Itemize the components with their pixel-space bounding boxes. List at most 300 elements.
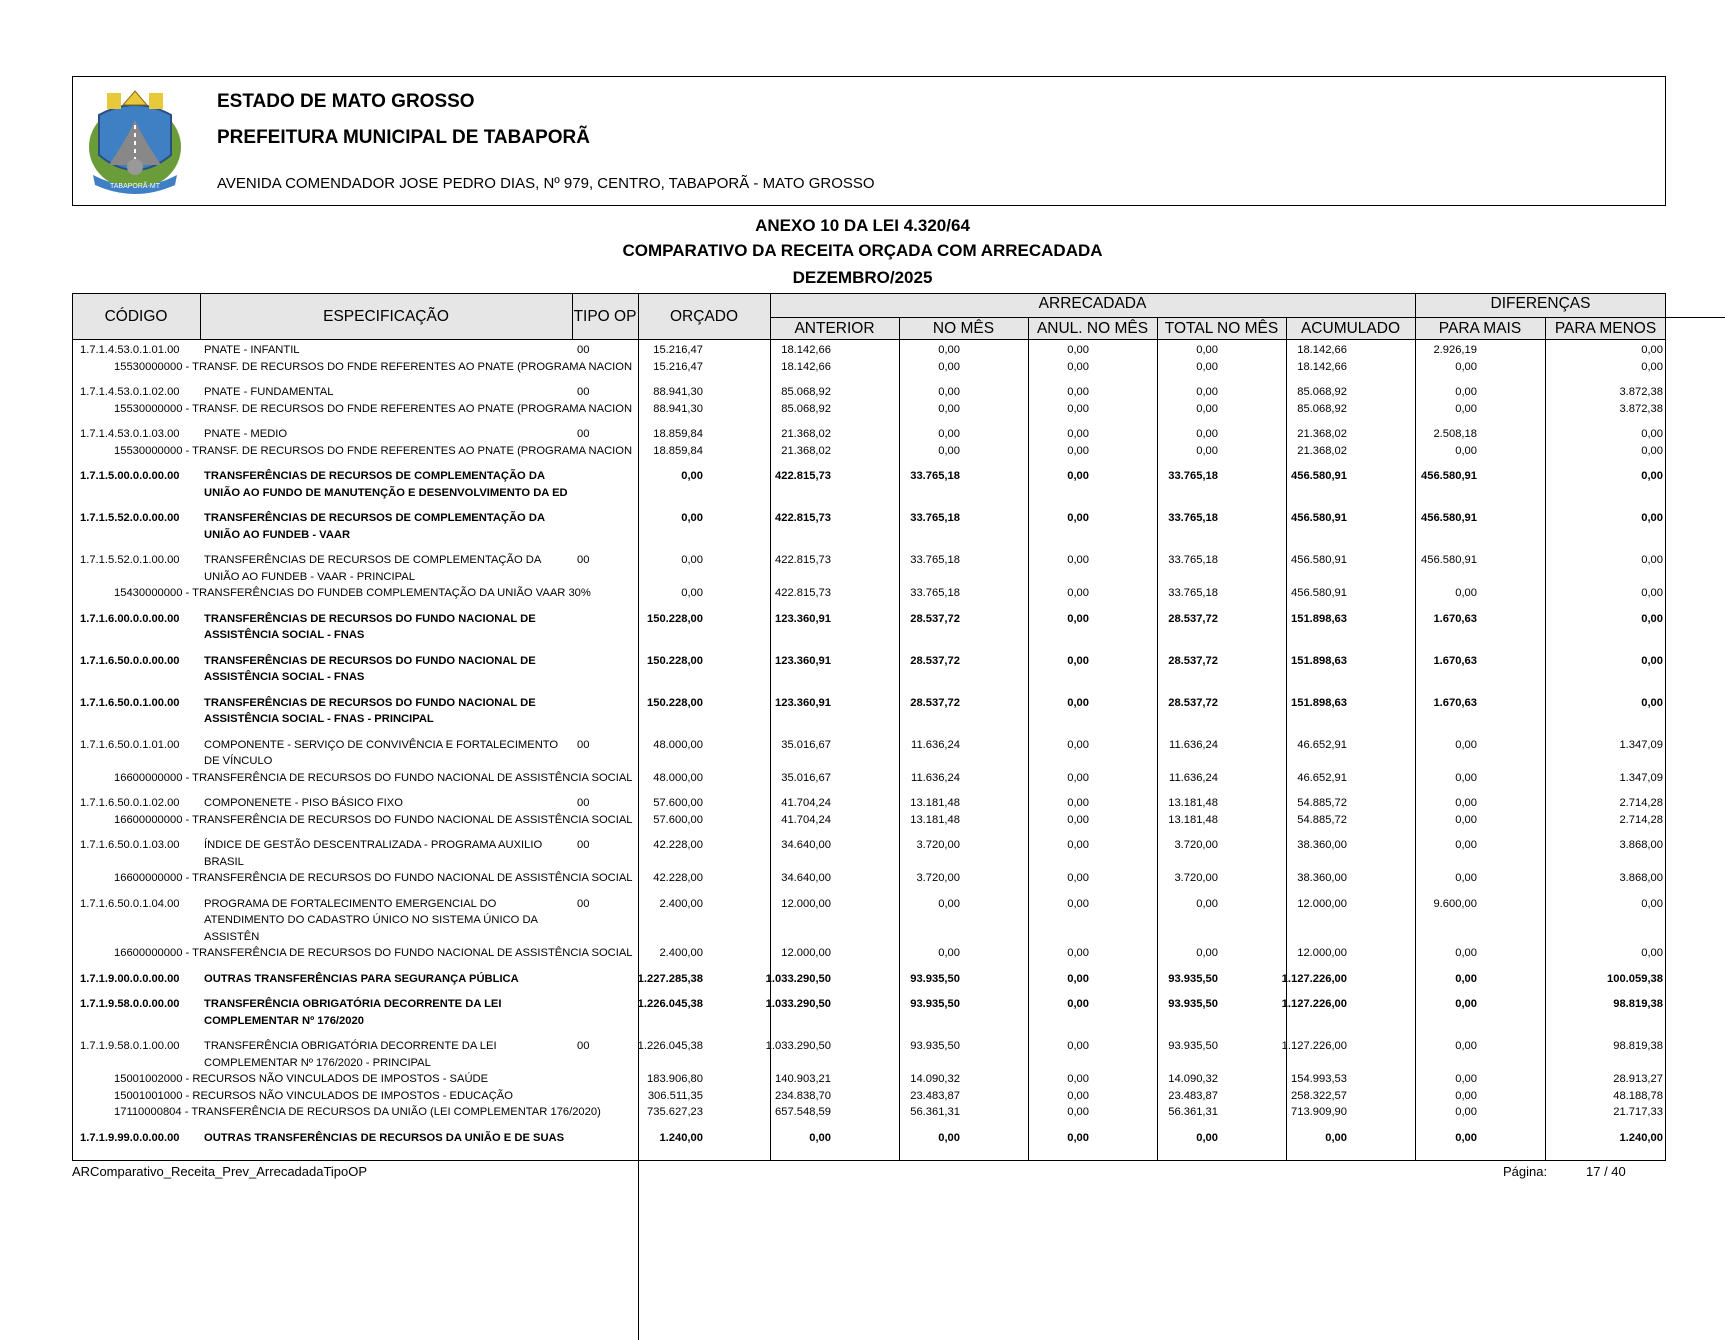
col-no-mes: NO MÊS [932, 320, 995, 337]
value-anterior: 1.033.290,50 [765, 1040, 831, 1052]
value-acumulado: 85.068,92 [1297, 402, 1347, 415]
value-anterior: 35.016,67 [781, 771, 831, 784]
row-spacer [72, 1147, 1666, 1156]
account-code: 1.7.1.5.52.0.1.00.00 [80, 554, 180, 566]
row-line [72, 897, 1666, 914]
account-code: 1.7.1.5.00.0.0.00.00 [80, 470, 180, 482]
row-line [72, 972, 1666, 989]
value-para-menos: 0,00 [1641, 470, 1663, 482]
row-line [72, 738, 1666, 755]
value-total-no-mes: 28.537,72 [1168, 612, 1218, 625]
value-total-no-mes: 33.765,18 [1168, 587, 1218, 599]
row-line [72, 696, 1666, 713]
specification: TRANSFERÊNCIAS DE RECURSOS DO FUNDO NACIONAL DE [204, 654, 536, 667]
value-orcado: 1.226.045,38 [637, 1040, 703, 1052]
value-para-mais: 0,00 [1455, 1131, 1477, 1144]
value-total-no-mes: 11.636,24 [1169, 738, 1218, 751]
table-row [72, 343, 1666, 376]
table-row [72, 972, 1666, 989]
value-para-menos: 3.872,38 [1619, 386, 1663, 398]
specification: OUTRAS TRANSFERÊNCIAS PARA SEGURANÇA PÚBLICA [204, 972, 519, 985]
value-para-menos: 3.868,00 [1619, 839, 1663, 851]
value-anul-no-mes: 0,00 [1067, 444, 1089, 457]
funding-source: 17110000804 - TRANSFERÊNCIA DE RECURSOS DA UNIÃO (LEI COMPLEMENTAR 176/2020) [114, 1106, 601, 1118]
specification: ASSISTÊNCIA SOCIAL - FNAS - PRINCIPAL [204, 713, 434, 725]
value-total-no-mes: 93.935,50 [1168, 972, 1218, 985]
value-no-mes: 33.765,18 [910, 554, 960, 566]
value-total-no-mes: 11.636,24 [1169, 771, 1218, 784]
row-line [72, 1131, 1666, 1148]
tipo-op: 00 [577, 428, 590, 440]
value-para-mais: 1.670,63 [1433, 654, 1477, 667]
value-para-menos: 2.714,28 [1619, 797, 1663, 809]
value-anterior: 422.815,73 [775, 512, 831, 524]
account-code: 1.7.1.6.50.0.1.00.00 [80, 696, 180, 709]
value-no-mes: 23.483,87 [910, 1089, 960, 1102]
tipo-op: 00 [577, 554, 590, 566]
row-line [72, 343, 1666, 360]
specification: COMPONENTE - SERVIÇO DE CONVIVÊNCIA E FORTALECIMENTO [204, 738, 559, 751]
value-para-mais: 9.600,00 [1433, 897, 1477, 910]
value-no-mes: 56.361,31 [910, 1106, 960, 1118]
value-total-no-mes: 33.765,18 [1168, 512, 1218, 524]
value-no-mes: 0,00 [938, 897, 960, 910]
value-para-mais: 456.580,91 [1421, 470, 1477, 482]
value-para-menos: 0,00 [1641, 360, 1663, 373]
specification: TRANSFERÊNCIAS DE RECURSOS DE COMPLEMENTAÇÃO DA [204, 512, 546, 524]
row-spacer [72, 544, 1666, 553]
account-code: 1.7.1.6.50.0.0.00.00 [80, 654, 180, 667]
tipo-op: 00 [577, 897, 590, 910]
funding-source: 16600000000 - TRANSFERÊNCIA DE RECURSOS DO FUNDO NACIONAL DE ASSISTÊNCIA SOCIAL [114, 872, 633, 884]
row-spacer [72, 988, 1666, 997]
specification: TRANSFERÊNCIA OBRIGATÓRIA DECORRENTE DA LEI [204, 1040, 497, 1052]
value-orcado: 0,00 [681, 512, 703, 524]
value-para-menos: 0,00 [1641, 428, 1663, 440]
value-orcado: 1.227.285,38 [637, 972, 703, 985]
value-acumulado: 151.898,63 [1291, 612, 1347, 625]
value-no-mes: 13.181,48 [910, 797, 960, 809]
value-total-no-mes: 93.935,50 [1168, 998, 1218, 1010]
value-acumulado: 46.652,91 [1297, 771, 1347, 784]
value-total-no-mes: 0,00 [1196, 444, 1218, 457]
value-acumulado: 46.652,91 [1297, 738, 1347, 751]
value-no-mes: 0,00 [938, 360, 960, 373]
value-total-no-mes: 0,00 [1196, 360, 1218, 373]
value-para-mais: 2.926,19 [1433, 344, 1477, 356]
logo-banner-text: TABAPORÃ-MT [109, 183, 161, 190]
value-anterior: 21.368,02 [781, 428, 831, 440]
value-acumulado: 54.885,72 [1297, 813, 1347, 826]
value-anul-no-mes: 0,00 [1067, 1131, 1089, 1144]
value-orcado: 1.226.045,38 [637, 998, 703, 1010]
value-total-no-mes: 23.483,87 [1168, 1089, 1218, 1102]
municipal-coat-of-arms-icon [79, 85, 191, 197]
row-spacer [72, 460, 1666, 469]
account-code: 1.7.1.9.58.0.0.00.00 [80, 998, 180, 1010]
value-no-mes: 28.537,72 [910, 696, 960, 709]
col-group-arrecadada: ARRECADADA [1038, 295, 1147, 312]
value-anterior: 12.000,00 [781, 897, 831, 910]
table-row [72, 696, 1666, 729]
value-no-mes: 0,00 [938, 947, 960, 959]
row-line [72, 511, 1666, 528]
value-para-mais: 1.670,63 [1433, 612, 1477, 625]
value-no-mes: 33.765,18 [910, 470, 960, 482]
specification: ATENDIMENTO DO CADASTRO ÚNICO NO SISTEMA ÚNICO DA [204, 914, 538, 926]
value-anterior: 123.360,91 [775, 696, 831, 709]
account-code: 1.7.1.4.53.0.1.02.00 [80, 386, 180, 398]
specification: UNIÃO AO FUNDEB - VAAR - PRINCIPAL [204, 570, 415, 583]
value-orcado: 150.228,00 [647, 696, 703, 709]
table-row [72, 838, 1666, 888]
value-no-mes: 3.720,00 [916, 872, 960, 884]
table-row [72, 654, 1666, 687]
value-no-mes: 93.935,50 [910, 1040, 960, 1052]
specification: ASSISTÊNCIA SOCIAL - FNAS [204, 629, 365, 641]
page-label: Página: [1503, 1164, 1548, 1179]
specification: TRANSFERÊNCIA OBRIGATÓRIA DECORRENTE DA LEI [204, 998, 502, 1010]
value-no-mes: 93.935,50 [910, 972, 960, 985]
address: AVENIDA COMENDADOR JOSE PEDRO DIAS, Nº 979, CENTRO, TABAPORÃ - MATO GROSSO [217, 175, 875, 192]
value-para-mais: 0,00 [1455, 998, 1477, 1010]
value-acumulado: 713.909,90 [1291, 1106, 1347, 1118]
row-spacer [72, 829, 1666, 838]
specification: TRANSFERÊNCIAS DE RECURSOS DO FUNDO NACIONAL DE [204, 696, 536, 709]
value-acumulado: 21.368,02 [1297, 444, 1347, 457]
specification: BRASIL [204, 855, 244, 868]
value-anul-no-mes: 0,00 [1067, 771, 1089, 784]
value-para-mais: 0,00 [1455, 386, 1477, 398]
value-acumulado: 151.898,63 [1291, 654, 1347, 667]
funding-source: 16600000000 - TRANSFERÊNCIA DE RECURSOS DO FUNDO NACIONAL DE ASSISTÊNCIA SOCIAL [114, 947, 633, 959]
value-total-no-mes: 0,00 [1196, 344, 1218, 356]
row-line [72, 712, 1666, 729]
value-para-mais: 0,00 [1455, 1089, 1477, 1102]
value-total-no-mes: 3.720,00 [1174, 839, 1218, 851]
value-anterior: 18.142,66 [781, 344, 831, 356]
row-line [72, 469, 1666, 486]
value-para-menos: 0,00 [1641, 947, 1663, 959]
value-anterior: 34.640,00 [781, 872, 831, 884]
value-anul-no-mes: 0,00 [1067, 947, 1089, 959]
value-anul-no-mes: 0,00 [1067, 972, 1089, 985]
value-acumulado: 18.142,66 [1297, 360, 1347, 373]
value-anterior: 234.838,70 [775, 1089, 831, 1102]
value-anul-no-mes: 0,00 [1067, 612, 1089, 625]
row-line [72, 1072, 1666, 1089]
funding-source: 15430000000 - TRANSFERÊNCIAS DO FUNDEB COMPLEMENTAÇÃO DA UNIÃO VAAR 30% [114, 587, 591, 599]
account-code: 1.7.1.6.50.0.1.01.00 [80, 738, 180, 751]
value-anterior: 140.903,21 [775, 1073, 831, 1085]
value-anul-no-mes: 0,00 [1067, 872, 1089, 884]
value-para-mais: 0,00 [1455, 360, 1477, 373]
grid-line [200, 293, 201, 340]
specification: ÍNDICE DE GESTÃO DESCENTRALIZADA - PROGRAMA AUXILIO [204, 839, 543, 851]
specification: COMPLEMENTAR Nº 176/2020 [204, 1014, 364, 1027]
value-orcado: 88.941,30 [653, 402, 703, 415]
specification: TRANSFERÊNCIAS DE RECURSOS DE COMPLEMENTAÇÃO DA [204, 470, 546, 482]
row-line [72, 444, 1666, 461]
value-anul-no-mes: 0,00 [1067, 386, 1089, 398]
value-no-mes: 33.765,18 [910, 512, 960, 524]
row-line [72, 754, 1666, 771]
value-acumulado: 85.068,92 [1297, 386, 1347, 398]
report-title: COMPARATIVO DA RECEITA ORÇADA COM ARRECADADA [622, 241, 1103, 260]
value-para-menos: 98.819,38 [1613, 998, 1663, 1010]
value-para-mais: 0,00 [1455, 839, 1477, 851]
value-anul-no-mes: 0,00 [1067, 839, 1089, 851]
value-anul-no-mes: 0,00 [1067, 428, 1089, 440]
value-orcado: 2.400,00 [659, 947, 703, 959]
value-anterior: 123.360,91 [775, 612, 831, 625]
value-no-mes: 0,00 [938, 1131, 960, 1144]
value-para-mais: 0,00 [1455, 872, 1477, 884]
table-row [72, 385, 1666, 418]
specification: ASSISTÊN [204, 930, 260, 943]
value-para-mais: 0,00 [1455, 1073, 1477, 1085]
value-anterior: 657.548,59 [775, 1106, 831, 1118]
value-orcado: 150.228,00 [647, 654, 703, 667]
value-total-no-mes: 3.720,00 [1174, 872, 1218, 884]
row-line [72, 1056, 1666, 1073]
value-total-no-mes: 28.537,72 [1168, 654, 1218, 667]
col-total-no-mes: TOTAL NO MÊS [1164, 320, 1279, 337]
value-anterior: 41.704,24 [781, 813, 831, 826]
value-para-mais: 0,00 [1455, 587, 1477, 599]
value-anterior: 41.704,24 [781, 797, 831, 809]
row-line [72, 838, 1666, 855]
value-para-mais: 0,00 [1455, 402, 1477, 415]
value-orcado: 18.859,84 [653, 428, 703, 440]
value-para-menos: 0,00 [1641, 554, 1663, 566]
value-orcado: 735.627,23 [647, 1106, 703, 1118]
value-anul-no-mes: 0,00 [1067, 1073, 1089, 1085]
table-body [72, 343, 1666, 1156]
account-code: 1.7.1.9.00.0.0.00.00 [80, 972, 180, 985]
value-para-menos: 48.188,78 [1613, 1089, 1663, 1102]
header-divider [770, 317, 1725, 318]
specification: TRANSFERÊNCIAS DE RECURSOS DE COMPLEMENTAÇÃO DA [204, 554, 542, 566]
value-orcado: 18.859,84 [653, 444, 703, 457]
value-para-mais: 2.508,18 [1433, 428, 1477, 440]
funding-source: 15530000000 - TRANSF. DE RECURSOS DO FNDE REFERENTES AO PNATE (PROGRAMA NACION [114, 444, 633, 457]
row-line [72, 427, 1666, 444]
value-anul-no-mes: 0,00 [1067, 344, 1089, 356]
value-acumulado: 54.885,72 [1297, 797, 1347, 809]
specification: UNIÃO AO FUNDEB - VAAR [204, 528, 351, 541]
funding-source: 16600000000 - TRANSFERÊNCIA DE RECURSOS DO FUNDO NACIONAL DE ASSISTÊNCIA SOCIAL [114, 813, 633, 826]
value-para-menos: 98.819,38 [1613, 1040, 1663, 1052]
value-total-no-mes: 0,00 [1196, 386, 1218, 398]
value-orcado: 0,00 [681, 587, 703, 599]
row-line [72, 486, 1666, 503]
value-orcado: 183.906,80 [647, 1073, 703, 1085]
table-row [72, 796, 1666, 829]
value-anterior: 422.815,73 [775, 470, 831, 482]
value-para-mais: 0,00 [1455, 1040, 1477, 1052]
specification: OUTRAS TRANSFERÊNCIAS DE RECURSOS DA UNIÃO E DE SUAS [204, 1131, 565, 1144]
value-anul-no-mes: 0,00 [1067, 654, 1089, 667]
table-row [72, 1131, 1666, 1148]
row-spacer [72, 376, 1666, 385]
row-line [72, 402, 1666, 419]
value-acumulado: 38.360,00 [1297, 872, 1347, 884]
value-para-menos: 0,00 [1641, 512, 1663, 524]
tipo-op: 00 [577, 839, 590, 851]
value-acumulado: 456.580,91 [1291, 470, 1347, 482]
tipo-op: 00 [577, 1040, 590, 1052]
specification: PNATE - INFANTIL [204, 344, 300, 356]
value-anul-no-mes: 0,00 [1067, 797, 1089, 809]
value-total-no-mes: 13.181,48 [1168, 797, 1218, 809]
row-line [72, 1014, 1666, 1031]
value-anterior: 422.815,73 [775, 554, 831, 566]
table-row [72, 1039, 1666, 1122]
value-acumulado: 12.000,00 [1297, 947, 1347, 959]
value-para-mais: 0,00 [1455, 813, 1477, 826]
value-total-no-mes: 0,00 [1196, 897, 1218, 910]
value-no-mes: 13.181,48 [910, 813, 960, 826]
value-no-mes: 14.090,32 [910, 1073, 960, 1085]
row-line [72, 796, 1666, 813]
value-acumulado: 0,00 [1325, 1131, 1347, 1144]
value-para-menos: 0,00 [1641, 612, 1663, 625]
table-row [72, 469, 1666, 502]
specification: DE VÍNCULO [204, 755, 273, 767]
page-number: 17 / 40 [1586, 1164, 1626, 1179]
account-code: 1.7.1.6.00.0.0.00.00 [80, 612, 180, 625]
value-anul-no-mes: 0,00 [1067, 897, 1089, 910]
tipo-op: 00 [577, 344, 590, 356]
row-spacer [72, 418, 1666, 427]
value-anterior: 21.368,02 [781, 444, 831, 457]
account-code: 1.7.1.4.53.0.1.01.00 [80, 344, 180, 356]
row-spacer [72, 963, 1666, 972]
tipo-op: 00 [577, 386, 590, 398]
table-row [72, 553, 1666, 603]
value-no-mes: 28.537,72 [910, 612, 960, 625]
value-no-mes: 0,00 [938, 444, 960, 457]
row-line [72, 553, 1666, 570]
value-orcado: 0,00 [681, 554, 703, 566]
row-spacer [72, 645, 1666, 654]
row-line [72, 670, 1666, 687]
row-spacer [72, 1030, 1666, 1039]
value-no-mes: 33.765,18 [910, 587, 960, 599]
value-acumulado: 12.000,00 [1297, 897, 1347, 910]
specification: PROGRAMA DE FORTALECIMENTO EMERGENCIAL DO [204, 897, 497, 910]
value-anterior: 422.815,73 [775, 587, 831, 599]
account-code: 1.7.1.4.53.0.1.03.00 [80, 428, 180, 440]
grid-line [572, 293, 573, 340]
col-tipo-op: TIPO OP [573, 308, 637, 325]
prefeitura-name: PREFEITURA MUNICIPAL DE TABAPORÃ [217, 127, 590, 148]
value-anul-no-mes: 0,00 [1067, 360, 1089, 373]
specification: UNIÃO AO FUNDO DE MANUTENÇÃO E DESENVOLVIMENTO DA ED [204, 486, 568, 499]
value-acumulado: 151.898,63 [1291, 696, 1347, 709]
specification: TRANSFERÊNCIAS DE RECURSOS DO FUNDO NACIONAL DE [204, 612, 536, 625]
tipo-op: 00 [577, 797, 590, 809]
specification: ASSISTÊNCIA SOCIAL - FNAS [204, 671, 365, 683]
value-orcado: 48.000,00 [653, 771, 703, 784]
value-para-mais: 0,00 [1455, 972, 1477, 985]
table-row [72, 738, 1666, 788]
col-orcado: ORÇADO [669, 308, 739, 325]
funding-source: 16600000000 - TRANSFERÊNCIA DE RECURSOS DO FUNDO NACIONAL DE ASSISTÊNCIA SOCIAL [114, 771, 633, 784]
specification: COMPLEMENTAR Nº 176/2020 - PRINCIPAL [204, 1056, 431, 1069]
account-code: 1.7.1.9.58.0.1.00.00 [80, 1040, 180, 1052]
row-spacer [72, 687, 1666, 696]
value-para-menos: 0,00 [1641, 897, 1663, 910]
value-para-menos: 1.240,00 [1619, 1131, 1663, 1144]
value-orcado: 1.240,00 [659, 1131, 703, 1144]
row-spacer [72, 729, 1666, 738]
value-anterior: 12.000,00 [781, 947, 831, 959]
row-line [72, 360, 1666, 377]
funding-source: 15001001000 - RECURSOS NÃO VINCULADOS DE IMPOSTOS - EDUCAÇÃO [114, 1089, 513, 1102]
value-para-mais: 0,00 [1455, 444, 1477, 457]
specification: COMPONENETE - PISO BÁSICO FIXO [204, 797, 403, 809]
value-para-menos: 0,00 [1641, 654, 1663, 667]
value-para-mais: 0,00 [1455, 738, 1477, 751]
row-line [72, 813, 1666, 830]
row-spacer [72, 603, 1666, 612]
table-row [72, 997, 1666, 1030]
row-line [72, 628, 1666, 645]
value-total-no-mes: 0,00 [1196, 1131, 1218, 1144]
col-group-diferencas: DIFERENÇAS [1490, 295, 1591, 312]
row-line [72, 871, 1666, 888]
report-period: DEZEMBRO/2025 [792, 268, 933, 287]
value-anul-no-mes: 0,00 [1067, 813, 1089, 826]
value-total-no-mes: 56.361,31 [1168, 1106, 1218, 1118]
value-anterior: 0,00 [809, 1131, 831, 1144]
value-no-mes: 0,00 [938, 402, 960, 415]
value-anul-no-mes: 0,00 [1067, 1040, 1089, 1052]
row-line [72, 930, 1666, 947]
report-file-name: ARComparativo_Receita_Prev_ArrecadadaTipoOP [72, 1164, 368, 1179]
value-anterior: 123.360,91 [775, 654, 831, 667]
account-code: 1.7.1.6.50.0.1.02.00 [80, 797, 180, 809]
value-anterior: 18.142,66 [781, 360, 831, 373]
funding-source: 15530000000 - TRANSF. DE RECURSOS DO FNDE REFERENTES AO PNATE (PROGRAMA NACION [114, 402, 633, 415]
row-spacer [72, 787, 1666, 796]
value-acumulado: 21.368,02 [1297, 428, 1347, 440]
row-line [72, 654, 1666, 671]
value-para-menos: 0,00 [1641, 344, 1663, 356]
value-acumulado: 18.142,66 [1297, 344, 1347, 356]
value-orcado: 48.000,00 [653, 738, 703, 751]
row-line [72, 771, 1666, 788]
value-para-mais: 0,00 [1455, 947, 1477, 959]
value-acumulado: 38.360,00 [1297, 839, 1347, 851]
value-acumulado: 456.580,91 [1291, 587, 1347, 599]
table-row [72, 612, 1666, 645]
value-anterior: 34.640,00 [781, 839, 831, 851]
value-anul-no-mes: 0,00 [1067, 512, 1089, 524]
value-total-no-mes: 93.935,50 [1168, 1040, 1218, 1052]
value-anul-no-mes: 0,00 [1067, 1106, 1089, 1118]
value-anul-no-mes: 0,00 [1067, 402, 1089, 415]
value-para-menos: 21.717,33 [1613, 1106, 1663, 1118]
value-acumulado: 456.580,91 [1291, 512, 1347, 524]
value-para-mais: 0,00 [1455, 797, 1477, 809]
value-orcado: 150.228,00 [647, 612, 703, 625]
value-orcado: 57.600,00 [653, 813, 703, 826]
row-line [72, 570, 1666, 587]
value-para-menos: 100.059,38 [1607, 972, 1663, 985]
